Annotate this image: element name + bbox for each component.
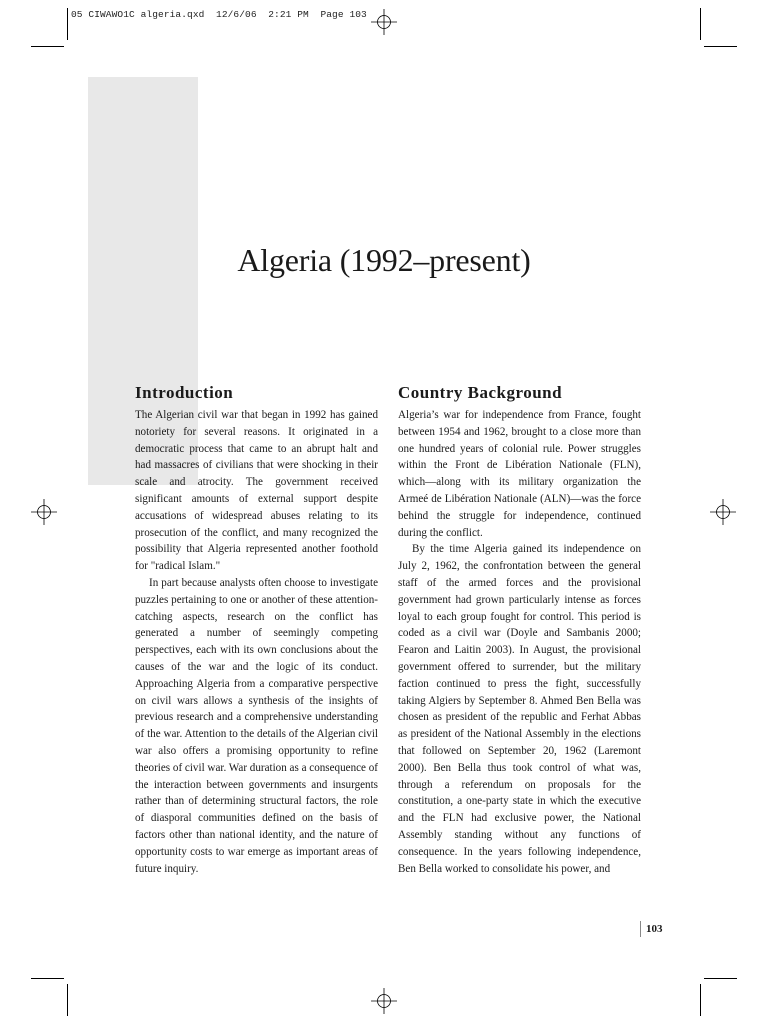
crop-mark-bl-h: [31, 978, 64, 979]
crop-mark-br-v: [700, 984, 701, 1016]
paragraph: The Algerian civil war that began in 1992 has gained notoriety for several reasons. It originated in a democratic process that came to an abrupt halt and had massacres of civilians that were shocking in their scale and atrocity. The government received significant amounts of external support despite accusations of widespread abuses relating to its prosecution of the conflict, and many recognized the possibility that Algeria represented another foothold for "radical Islam.": [135, 409, 378, 573]
crop-mark-tl-v: [67, 8, 68, 40]
crop-mark-tr-v: [700, 8, 701, 40]
crop-mark-tr-h: [704, 46, 737, 47]
crop-mark-br-h: [704, 978, 737, 979]
chapter-title: Algeria (1992–present): [237, 242, 531, 278]
paragraph: In part because analysts often choose to investigate puzzles pertaining to one or another of these attention-catching aspects, research on the conflict has generated a number of seemingly competing perspectives, each with its own conclusions about the causes of the war and the logic of its conduct. Approaching Algeria from a comparative perspective on civil wars allows a synthesis of the insights of previous research and a comprehensive understanding of the war. Attention to the details of the Algerian civil war also offers a promising opportunity to refine theories of civil war. War duration as a consequence of the interaction between governments and insurgents rather than of determining structural factors, the role of diasporal communities defined on the basis of factors other than national identity, and the nature of opportunity costs to war emerge as important areas of future inquiry.: [135, 576, 378, 875]
registration-mark-top-icon: [371, 9, 397, 35]
paragraph: By the time Algeria gained its independence on July 2, 1962, the confrontation between the general staff of the armed forces and the provisional government had grown particularly intense as forces loyal to each group fought for control. This period is coded as a civil war (Doyle and Sambanis 2000; Fearon and Laitin 2003). In August, the provisional government offered to surrender, but the military faction continued to press the fight, successfully taking Algiers by September 8. Ahmed Ben Bella was chosen as president of the republic and Ferhat Abbas as president of the National Assembly in the elections that followed on September 20, 1962 (Laremont 2000). Ben Bella thus took control of what was, through a referendum on proposals for the constitution, a one-party state in which the executive and the FLN had exclusive power, the National Assembly standing without any functions of consequence. In the years following independence, Ben Bella worked to consolidate his power, and: [398, 543, 641, 875]
crop-mark-bl-v: [67, 984, 68, 1016]
crop-mark-tl-h: [31, 46, 64, 47]
section-heading-introduction: Introduction: [135, 383, 234, 402]
registration-mark-bottom-icon: [371, 988, 397, 1014]
registration-mark-right-icon: [710, 499, 736, 525]
section-heading-country-background: Country Background: [398, 383, 563, 402]
page-number: 103: [646, 923, 663, 935]
registration-mark-left-icon: [31, 499, 57, 525]
column-left: [135, 383, 378, 877]
slug-line: 05 CIWAWO1C algeria.qxd 12/6/06 2:21 PM Page 103: [71, 9, 367, 20]
column-right: [398, 383, 641, 877]
paragraph: Algeria’s war for independence from France, fought between 1954 and 1962, brought to a close more than one hundred years of colonial rule. Power struggles within the Front de Libération Nationale (FLN), which—along with its military organization the Armeé de Libération Nationale (ALN)—was the force behind the struggle for independence, continued during the conflict.: [398, 409, 641, 539]
folio-rule: [640, 921, 641, 937]
